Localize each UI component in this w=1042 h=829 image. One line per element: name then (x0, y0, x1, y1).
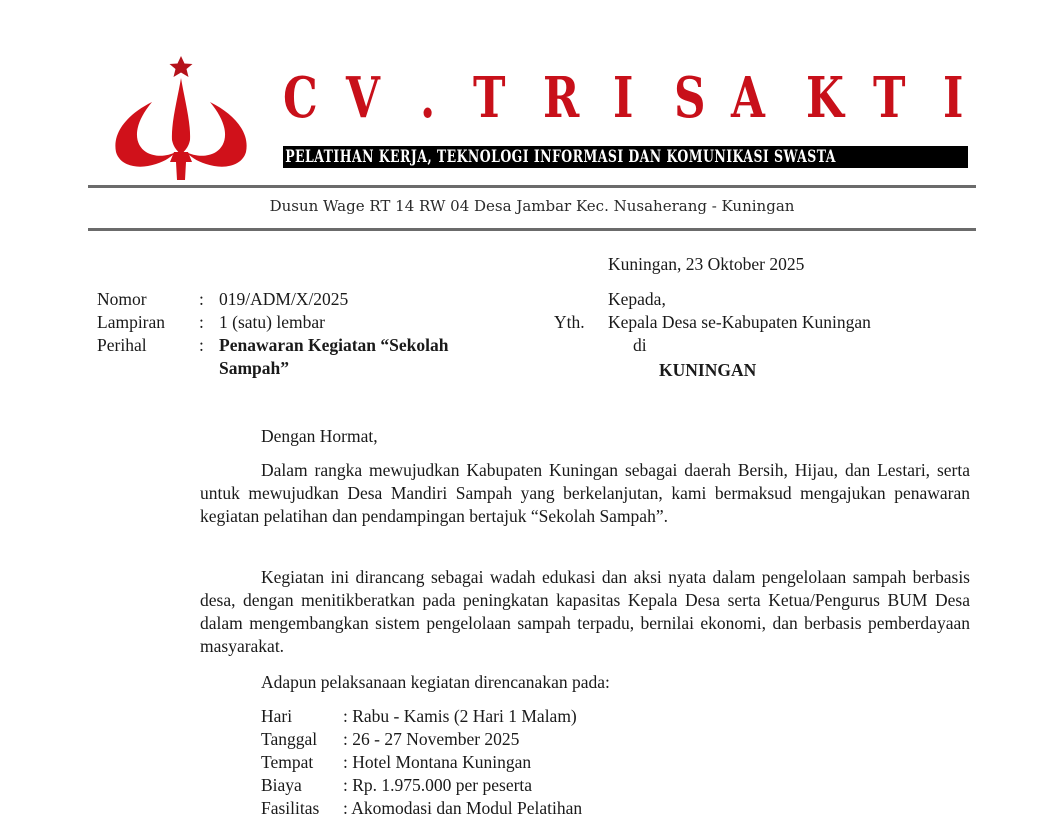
header-rule-bottom (88, 228, 976, 231)
recipient-greeting: Kepada, (608, 289, 666, 309)
schedule-value-tempat: : Hotel Montana Kuningan (343, 752, 532, 772)
company-name-letter: C (283, 65, 318, 131)
body-paragraph-2-text: Kegiatan ini dirancang sebagai wadah edukasi dan aksi nyata dalam pengelolaan sampah berbasis desa, dengan menitikberatkan pada peningkatan kapasitas Kepala Desa serta Ketua/Pengurus BUM Desa dalam mengembangkan sistem pengelolaan sampah terpadu, bernilai ekonomi, dan berbasis pemberdayaan masyarakat. (200, 567, 970, 656)
recipient-name: Kepala Desa se-Kabupaten Kuningan (608, 312, 871, 332)
schedule-value-hari: : Rabu - Kamis (2 Hari 1 Malam) (343, 706, 577, 726)
body-paragraph-1-text: Dalam rangka mewujudkan Kabupaten Kuningan sebagai daerah Bersih, Hijau, dan Lestari, serta untuk mewujudkan Desa Mandiri Sampah yang berkelanjutan, kami bermaksud mengajukan penawaran kegiatan pelatihan dan pendampingan bertajuk “Sekolah Sampah”. (200, 460, 970, 526)
meta-label-lampiran: Lampiran (97, 312, 166, 332)
schedule-label-hari: Hari (261, 706, 293, 726)
schedule-value-biaya: : Rp. 1.975.000 per peserta (343, 775, 533, 795)
company-address: Dusun Wage RT 14 RW 04 Desa Jambar Kec. Nusaherang - Kuningan (269, 197, 795, 215)
schedule-label-tanggal: Tanggal (261, 729, 318, 749)
letter-date: Kuningan, 23 Oktober 2025 (608, 254, 805, 274)
salutation: Dengan Hormat, (261, 426, 378, 446)
company-name-letter: I (613, 65, 634, 131)
meta-label-nomor: Nomor (97, 289, 147, 309)
company-name-letter: T (473, 65, 506, 131)
meta-label-perihal: Perihal (97, 335, 147, 355)
schedule-label-fasilitas: Fasilitas (261, 798, 320, 818)
company-name-letter: I (943, 65, 964, 131)
meta-sep: : (199, 289, 204, 309)
meta-sep: : (199, 335, 204, 355)
body-paragraph-1 (200, 459, 970, 528)
company-name-letter: V (346, 65, 380, 131)
company-name-letter: A (731, 65, 765, 131)
header-rule-top (88, 185, 976, 188)
company-name-letter: R (543, 65, 580, 131)
meta-value-lampiran: 1 (satu) lembar (219, 312, 325, 332)
schedule-value-fasilitas: : Akomodasi dan Modul Pelatihan (343, 798, 583, 818)
company-name-letter: S (674, 65, 706, 131)
company-logo (108, 52, 254, 184)
company-name-letter: K (806, 65, 844, 131)
tagline-text: PELATIHAN KERJA, TEKNOLOGI INFORMASI DAN KOMUNIKASI SWASTA (285, 147, 836, 167)
company-name-letter: T (873, 65, 906, 131)
recipient-place: KUNINGAN (659, 360, 757, 380)
recipient-at: di (633, 335, 647, 355)
trident-star-logo-icon (108, 52, 254, 184)
schedule-label-biaya: Biaya (261, 775, 302, 795)
company-tagline (283, 146, 968, 168)
meta-value-perihal: Penawaran Kegiatan “Sekolah (219, 335, 449, 355)
meta-value-perihal-cont: Sampah” (219, 358, 290, 378)
meta-sep: : (199, 312, 204, 332)
meta-value-nomor: 019/ADM/X/2025 (219, 289, 349, 309)
schedule-value-tanggal: : 26 - 27 November 2025 (343, 729, 520, 749)
company-name-letter: . (420, 65, 436, 131)
schedule-intro: Adapun pelaksanaan kegiatan direncanakan pada: (261, 672, 610, 692)
body-paragraph-2 (200, 566, 970, 658)
recipient-prefix: Yth. (554, 312, 585, 332)
schedule-label-tempat: Tempat (261, 752, 314, 772)
